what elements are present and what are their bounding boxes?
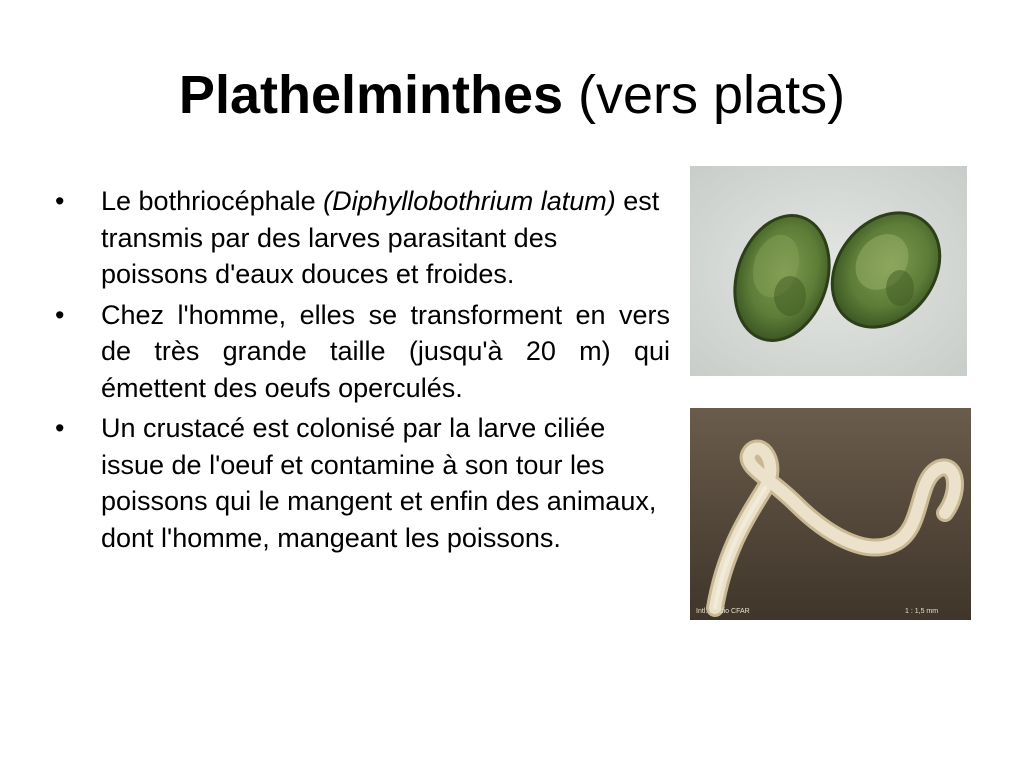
bullet-1-text-a: Le bothriocéphale xyxy=(101,186,324,216)
photo-credit: Intl. Studio CFAR xyxy=(696,608,750,615)
slide-title xyxy=(0,62,1024,128)
bullet-dot: • xyxy=(55,299,65,330)
bullet-item-1 xyxy=(55,183,670,293)
bullet-list xyxy=(55,183,670,560)
bullet-2-text: Chez l'homme, elles se transforment en vers de très grande taille (jusqu'à 20 m) qui émettent des oeufs operculés. xyxy=(101,299,670,403)
bullet-dot: • xyxy=(55,186,65,216)
parasite-eggs-photo xyxy=(690,166,967,376)
title-subtitle: (vers plats) xyxy=(563,65,846,125)
tapeworm-photo xyxy=(690,408,971,620)
bullet-3-text: Un crustacé est colonisé par la larve ciliée issue de l'oeuf et contamine à son tour les poissons qui le mangent et enfin des animaux, dont l'homme, mangeant les poissons. xyxy=(101,413,657,553)
bullet-dot: • xyxy=(55,413,65,443)
bullet-1-text-b: est transmis par des larves parasitant des poissons d'eaux douces et froides. xyxy=(101,186,660,289)
worm-background xyxy=(690,408,971,620)
bullet-1-species: (Diphyllobothrium latum) xyxy=(323,186,616,216)
title-bold: Plathelminthes xyxy=(178,65,564,125)
bullet-item-3 xyxy=(55,410,670,556)
bullet-item-2 xyxy=(55,297,670,407)
photo-scale: 1 : 1,5 mm xyxy=(905,608,939,615)
